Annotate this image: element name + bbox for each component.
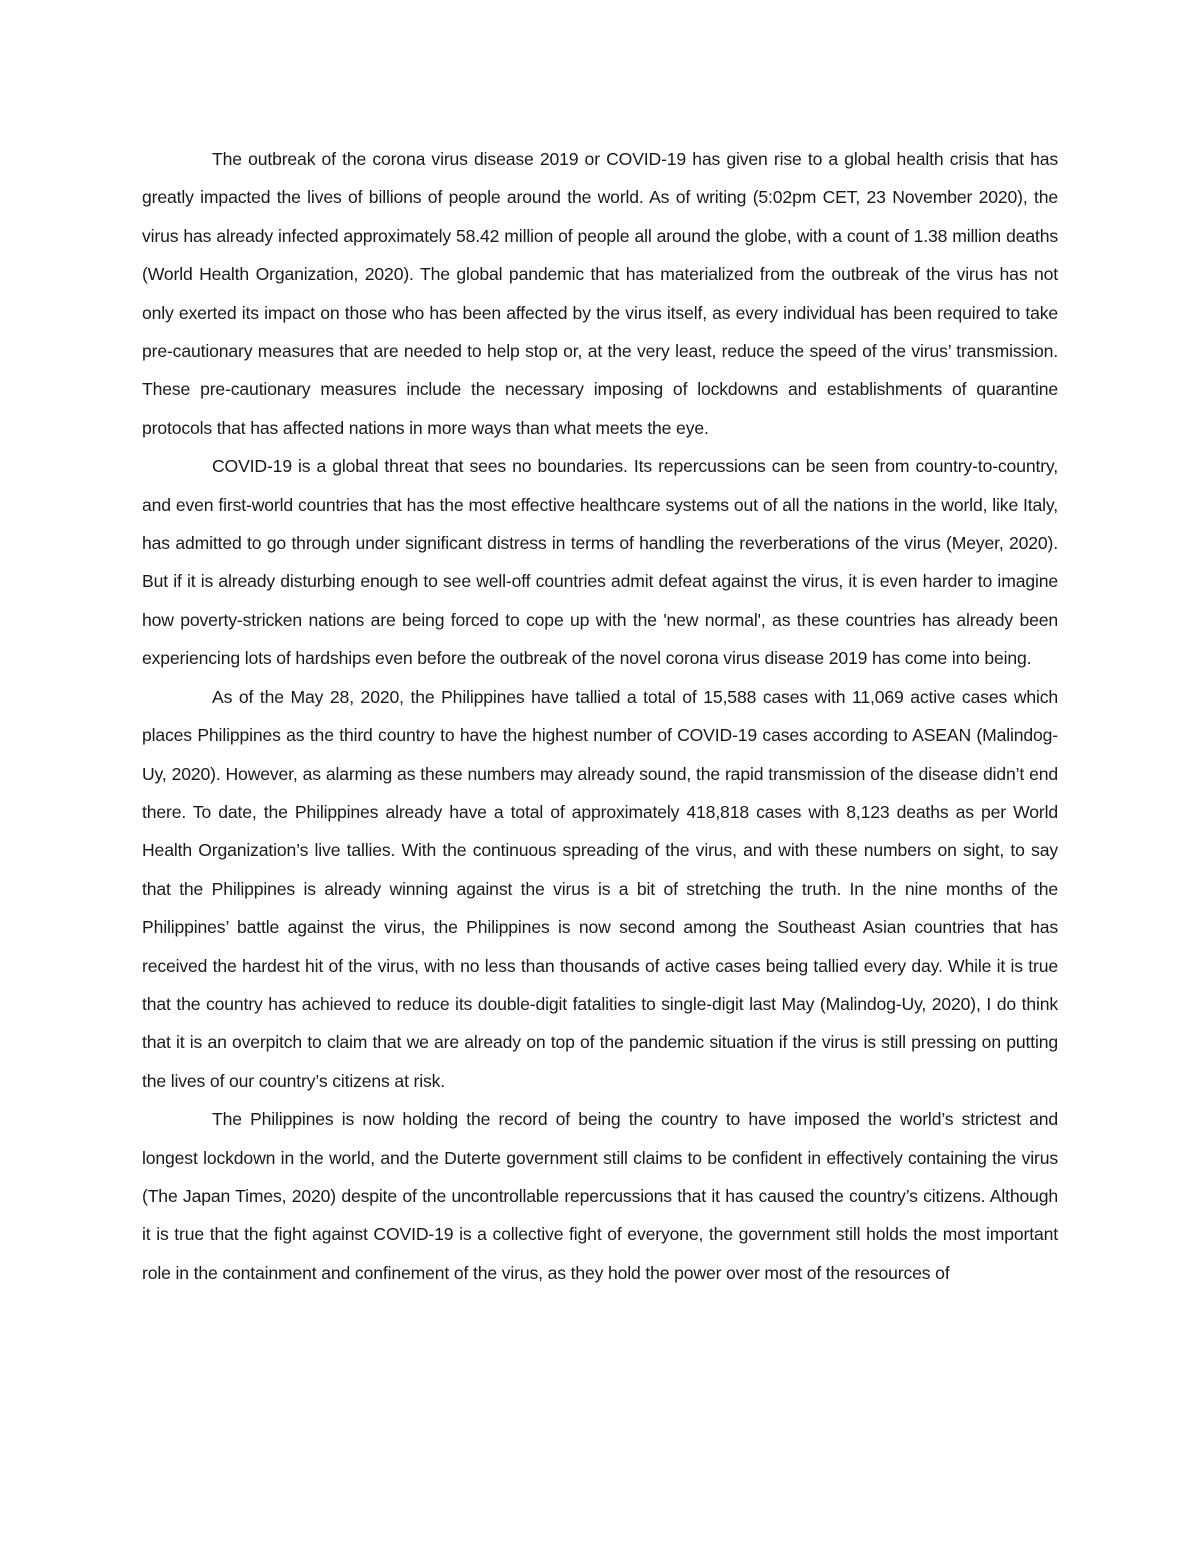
paragraph-2: COVID-19 is a global threat that sees no boundaries. Its repercussions can be seen from country-to-country, and even first-world countries that has the most effective healthcare systems out of all the nations in the world, like Italy, has admitted to go through under significant distress in terms of handling the reverberations of the virus (Meyer, 2020). But if it is already disturbing enough to see well-off countries admit defeat against the virus, it is even harder to imagine how poverty-stricken nations are being forced to cope up with the 'new normal', as these countries has already been experiencing lots of hardships even before the outbreak of the novel corona virus disease 2019 has come into being. [142, 456, 1058, 669]
paragraph-1: The outbreak of the corona virus disease 2019 or COVID-19 has given rise to a global health crisis that has greatly impacted the lives of billions of people around the world. As of writing (5:02pm CET, 23 November 2020), the virus has already infected approximately 58.42 million of people all around the globe, with a count of 1.38 million deaths (World Health Organization, 2020). The global pandemic that has materialized from the outbreak of the virus has not only exerted its impact on those who has been affected by the virus itself, as every individual has been required to take pre-cautionary measures that are needed to help stop or, at the very least, reduce the speed of the virus’ transmission. These pre-cautionary measures include the necessary imposing of lockdowns and establishments of quarantine protocols that has affected nations in more ways than what meets the eye. [142, 149, 1058, 438]
paragraph-4: The Philippines is now holding the record of being the country to have imposed the world’s strictest and longest lockdown in the world, and the Duterte government still claims to be confident in effectively containing the virus (The Japan Times, 2020) despite of the uncontrollable repercussions that it has caused the country’s citizens. Although it is true that the fight against COVID-19 is a collective fight of everyone, the government still holds the most important role in the containment and confinement of the virus, as they hold the power over most of the resources of [142, 1109, 1058, 1283]
paragraph-3: As of the May 28, 2020, the Philippines have tallied a total of 15,588 cases with 11,069 active cases which places Philippines as the third country to have the highest number of COVID-19 cases according to ASEAN (Malindog-Uy, 2020). However, as alarming as these numbers may already sound, the rapid transmission of the disease didn’t end there. To date, the Philippines already have a total of approximately 418,818 cases with 8,123 deaths as per World Health Organization’s live tallies. With the continuous spreading of the virus, and with these numbers on sight, to say that the Philippines is already winning against the virus is a bit of stretching the truth. In the nine months of the Philippines’ battle against the virus, the Philippines is now second among the Southeast Asian countries that has received the hardest hit of the virus, with no less than thousands of active cases being tallied every day. While it is true that the country has achieved to reduce its double-digit fatalities to single-digit last May (Malindog-Uy, 2020), I do think that it is an overpitch to claim that we are already on top of the pandemic situation if the virus is still pressing on putting the lives of our country’s citizens at risk. [142, 686, 1058, 1091]
document-body [142, 140, 1058, 1292]
